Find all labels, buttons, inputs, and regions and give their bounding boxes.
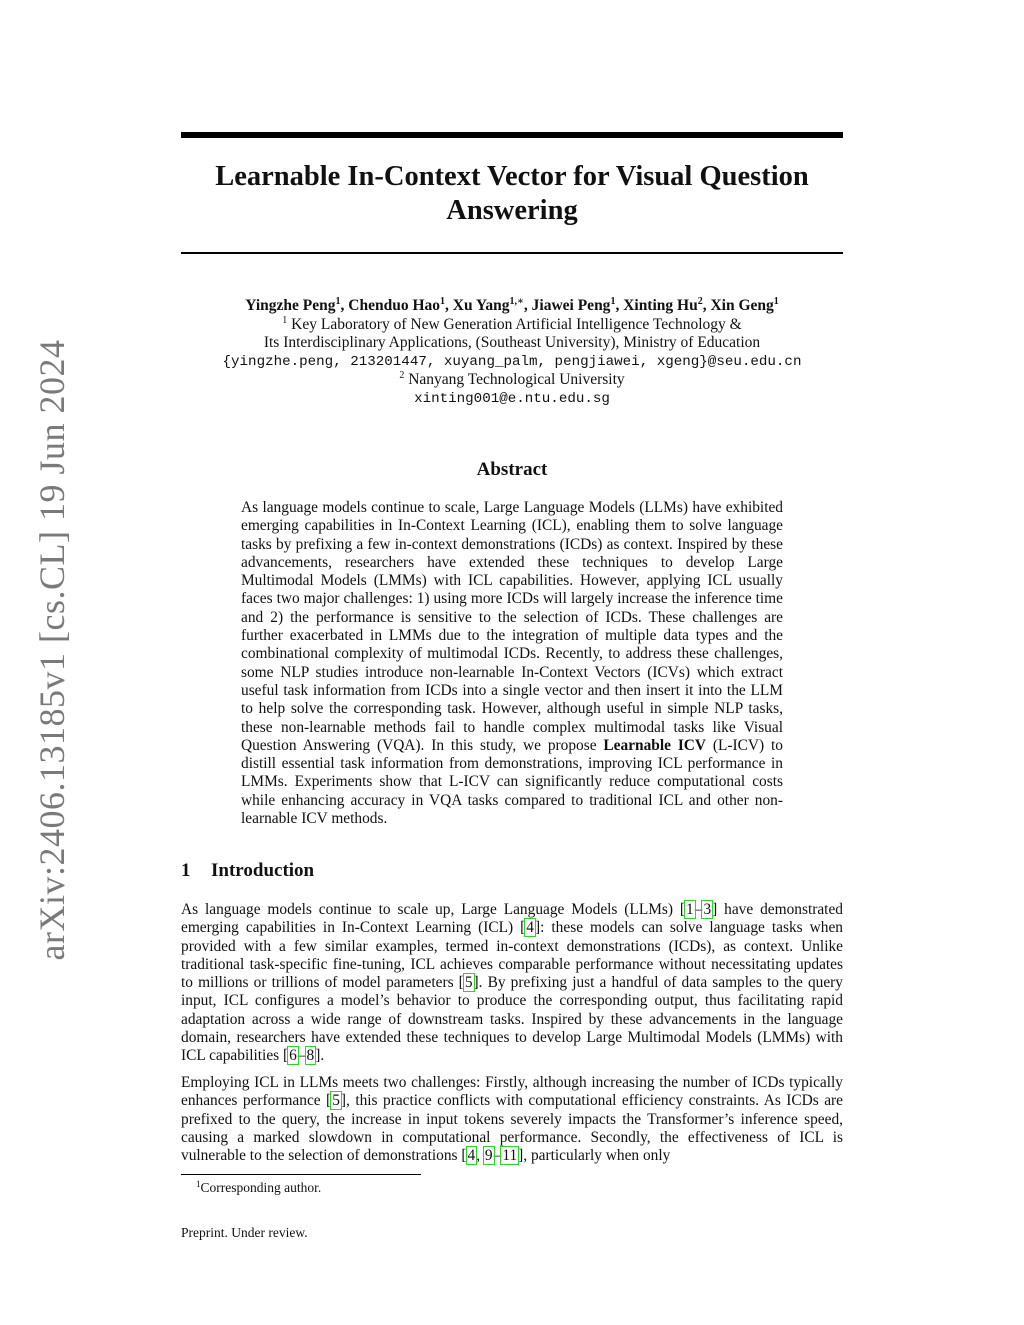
footnote-text: Corresponding author.	[200, 1180, 322, 1195]
introduction-paragraph-2	[181, 1074, 843, 1165]
citation-link[interactable]: 4	[526, 919, 534, 937]
affiliation-1-line-2: Its Interdisciplinary Applications, (Southeast University), Ministry of Education	[263, 334, 761, 351]
citation-link[interactable]: 1	[686, 901, 694, 918]
paragraph-text: ].	[315, 1047, 325, 1065]
preprint-footer: Preprint. Under review.	[181, 1225, 308, 1240]
author-name: Xu Yang	[452, 297, 510, 314]
footnote-mark: 1	[196, 1179, 201, 1189]
title-top-rule	[181, 132, 843, 138]
author-affiliation-mark: 1	[335, 296, 341, 307]
introduction-paragraph-1	[181, 901, 843, 1066]
author-name: Yingzhe Peng	[245, 297, 336, 314]
author-name: Xin Geng	[710, 297, 774, 314]
author-affiliation-mark: 1	[773, 296, 779, 307]
affiliation-1-line-1: Key Laboratory of New Generation Artificial Intelligence Technology &	[291, 315, 742, 333]
affiliation-1	[181, 316, 843, 335]
arxiv-identifier-stamp: arXiv:2406.13185v1 [cs.CL] 19 Jun 2024	[32, 339, 72, 961]
footnote-rule	[181, 1174, 421, 1175]
author-name: Jiawei Peng	[531, 297, 611, 314]
abstract-text-part-1: As language models continue to scale, Large Language Models (LLMs) have exhibited emerging capabilities in In-Context Learning (ICL), enabling them to solve language tasks by prefixing a few in-context demonstrations (ICDs) as context. Inspired by these advancements, researchers have extended these techniques to develop Large Multimodal Models (LMMs) with ICL capabilities. However, applying ICL usually faces two major challenges: 1) using more ICDs will largely increase the inference time and 2) the performance is sensitive to the selection of ICDs. These challenges are further exacerbated in LMMs due to the integration of multiple data types and the combinational complexity of multimodal ICDs. Recently, to address these challenges, some NLP studies introduce non-learnable In-Context Vectors (ICVs) which extract useful task information from ICDs into a single vector and then insert it into the LLM to help solve the corresponding task. However, although useful in simple NLP tasks, these non-learnable methods fail to handle complex multimodal tasks like Visual Question Answering (VQA). In this study, we propose	[241, 499, 783, 754]
citation-link[interactable]: 5	[332, 1092, 340, 1110]
paragraph-text: –	[297, 1047, 306, 1065]
affiliation-1-emails: {yingzhe.peng, 213201447, xuyang_palm, pengjiawei, xgeng}@seu.edu.cn	[222, 353, 802, 370]
abstract-body	[241, 499, 783, 828]
paragraph-text: ,	[476, 1147, 484, 1165]
paragraph-text: –	[694, 901, 703, 918]
citation-link[interactable]: 4	[467, 1147, 476, 1165]
author-affiliation-mark: 1,∗	[509, 296, 524, 307]
paragraph-text: ], particularly when only	[518, 1147, 671, 1165]
affiliation-2-mark: 2	[399, 370, 405, 381]
paper-title: Learnable In-Context Vector for Visual Question Answering	[215, 161, 809, 226]
footnote	[196, 1180, 321, 1196]
abstract-heading: Abstract	[476, 459, 548, 480]
affiliation-2-email: xinting001@e.ntu.edu.sg	[414, 390, 610, 407]
author-list: Yingzhe Peng$^1$, Chenduo Hao$^1$, Xu Yang$^{1,∗}$, Jiawei Peng$^1$, Xinting Hu$^2$, Xin Geng$^1$	[245, 296, 779, 314]
paragraph-text: Employing ICL in LLMs meets two challenges: Firstly, although increasing the number of ICDs typically enhances performance [	[181, 1074, 843, 1110]
abstract-bold-term: Learnable ICV	[603, 736, 707, 754]
citation-link[interactable]: 3	[703, 901, 712, 918]
paragraph-text: As language models continue to scale up, Large Language Models (LLMs) [	[181, 901, 686, 918]
section-title: Introduction	[211, 860, 315, 881]
author-affiliation-mark: 1	[440, 296, 446, 307]
author-affiliation-mark: 1	[610, 296, 616, 307]
title-bottom-rule	[181, 252, 843, 254]
section-heading-introduction	[181, 860, 314, 882]
paragraph-text: –	[493, 1147, 502, 1165]
author-name: Chenduo Hao	[348, 297, 441, 314]
citation-link[interactable]: 6	[289, 1047, 297, 1065]
paragraph-text: ] have demonstrated emerging capabilities in In-Context Learning (ICL) [	[181, 901, 843, 937]
citation-link[interactable]: 9	[484, 1147, 493, 1165]
author-affiliation-mark: 2	[697, 296, 703, 307]
paragraph-text: ]. By prefixing just a handful of data samples to the query input, ICL configures a model’s behavior to produce the corresponding output, thus facilitating rapid adaptation across a wide range of downstream tasks. Inspired by these advancements in the language domain, researchers have extended these techniques to develop Large Multimodal Models (LMMs) with ICL capabilities [	[181, 974, 843, 1065]
author-block	[181, 297, 843, 408]
affiliation-2	[181, 371, 843, 390]
citation-link[interactable]: 8	[306, 1047, 315, 1065]
paragraph-text: ]: these models can solve language tasks when provided with a few similar examples, termed in-context demonstrations (ICDs), as context. Unlike traditional task-specific fine-tuning, ICL achieves comparable performance without necessitating updates to millions or trillions of model parameters [	[181, 919, 843, 992]
affiliation-1-mark: 1	[282, 314, 288, 326]
author-name: Xinting Hu	[623, 297, 698, 314]
paragraph-text: ], this practice conflicts with computational efficiency constraints. As ICDs are prefixed to the query, the increase in input tokens severely impacts the Transformer’s inference speed, causing a marked slowdown in computational performance. Secondly, the effectiveness of ICL is vulnerable to the selection of demonstrations [	[181, 1092, 843, 1165]
citation-link[interactable]: 11	[502, 1147, 518, 1165]
citation-link[interactable]: 5	[464, 974, 473, 992]
section-number: 1	[181, 860, 191, 881]
abstract-text-part-2: (L-ICV) to distill essential task information from demonstrations, improving ICL performance in LMMs. Experiments show that L-ICV can significantly reduce computational costs while enhancing accuracy in VQA tasks compared to traditional ICL and other non-learnable ICV methods.	[241, 736, 783, 828]
affiliation-2-line-1: Nanyang Technological University	[408, 371, 625, 388]
